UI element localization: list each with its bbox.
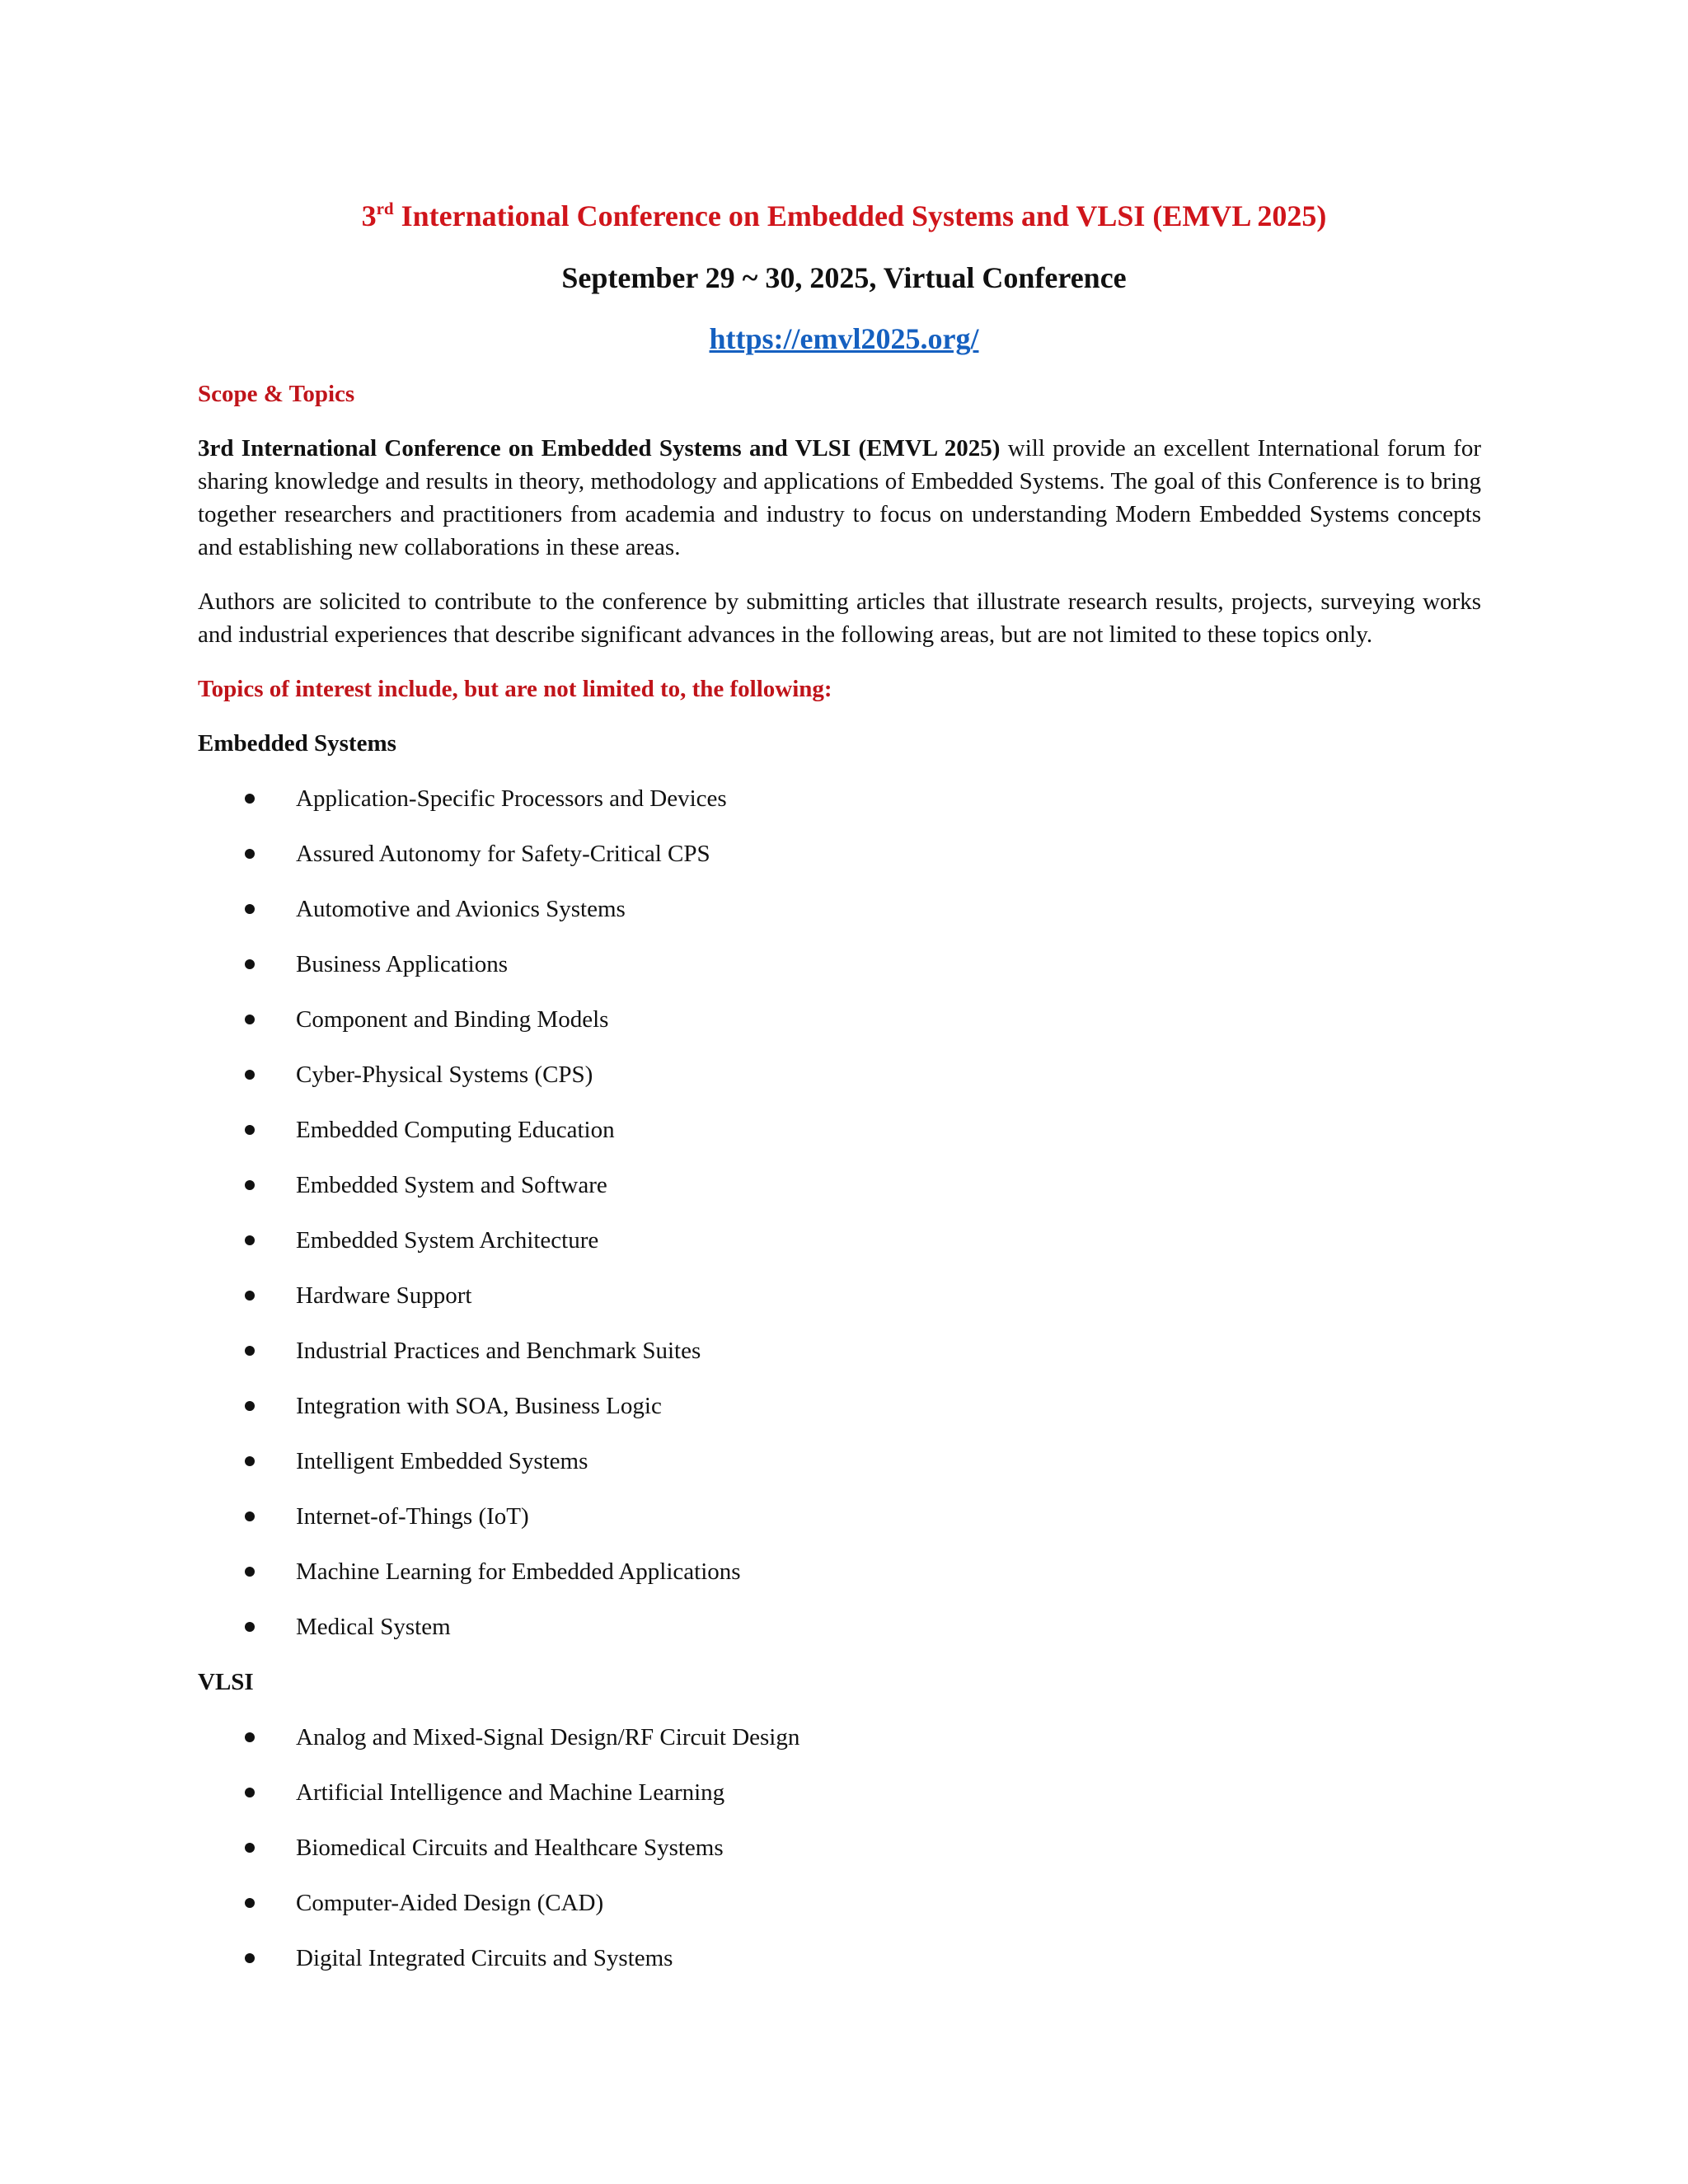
- bullet-icon: [245, 1788, 255, 1797]
- bullet-icon: [245, 1622, 255, 1632]
- bullet-icon: [245, 1843, 255, 1853]
- bullet-icon: [245, 1180, 255, 1190]
- list-item: [0, 1445, 1154, 1478]
- scope-paragraph-2: Authors are solicited to contribute to the conference by submitting articles that illustrate research results, projects, surveying works and industrial experiences that describe significant advances in the following areas, but are not limited to these topics only.: [198, 588, 1481, 648]
- bullet-icon: [245, 1125, 255, 1135]
- list-item: [0, 1113, 1154, 1146]
- list-item-text: Medical System: [296, 1614, 451, 1640]
- list-item-text: Embedded System Architecture: [296, 1227, 599, 1254]
- category-embedded-systems: Embedded Systems: [198, 730, 396, 757]
- list-item: [0, 1942, 1154, 1975]
- title-number: 3: [361, 199, 377, 232]
- scope-paragraph-1: [198, 432, 1481, 564]
- list-item-text: Business Applications: [296, 951, 508, 977]
- bullet-icon: [245, 1070, 255, 1080]
- list-item: [0, 1886, 1154, 1919]
- bullet-icon: [245, 959, 255, 969]
- topics-heading: Topics of interest include, but are not limited to, the following:: [198, 676, 832, 702]
- list-item-text: Intelligent Embedded Systems: [296, 1448, 588, 1474]
- list-item-text: Digital Integrated Circuits and Systems: [296, 1945, 673, 1971]
- list-item: [0, 1058, 1154, 1091]
- bullet-icon: [245, 1511, 255, 1521]
- bullet-icon: [245, 1291, 255, 1301]
- list-item: [0, 837, 1154, 870]
- list-item-text: Industrial Practices and Benchmark Suites: [296, 1338, 701, 1364]
- list-item-text: Application-Specific Processors and Devices: [296, 785, 727, 812]
- list-item: [0, 1169, 1154, 1202]
- list-item-text: Integration with SOA, Business Logic: [296, 1393, 662, 1419]
- scope-paragraph-1-bold: 3rd International Conference on Embedded Systems and VLSI (EMVL 2025): [198, 435, 1001, 462]
- bullet-icon: [245, 1346, 255, 1356]
- list-item-text: Automotive and Avionics Systems: [296, 896, 626, 922]
- list-item: [0, 1390, 1154, 1422]
- list-item: [0, 1831, 1154, 1864]
- title-ordinal-suffix: rd: [376, 199, 394, 218]
- list-item: [0, 1224, 1154, 1257]
- list-item: [0, 948, 1154, 981]
- list-item-text: Analog and Mixed-Signal Design/RF Circuit Design: [296, 1724, 800, 1750]
- list-item-text: Embedded System and Software: [296, 1172, 607, 1198]
- list-item-text: Internet-of-Things (IoT): [296, 1503, 529, 1530]
- bullet-icon: [245, 1898, 255, 1908]
- bullet-icon: [245, 904, 255, 914]
- scope-heading: Scope & Topics: [198, 381, 355, 407]
- bullet-icon: [245, 1015, 255, 1024]
- list-item-text: Hardware Support: [296, 1282, 472, 1309]
- list-item: [0, 1555, 1154, 1588]
- list-item: [0, 1279, 1154, 1312]
- bullet-icon: [245, 1456, 255, 1466]
- list-item: [0, 1334, 1154, 1367]
- title-text: International Conference on Embedded Systems and VLSI (EMVL 2025): [393, 199, 1327, 232]
- bullet-icon: [245, 849, 255, 859]
- bullet-icon: [245, 1567, 255, 1577]
- scope-paragraph-1-text: will provide an excellent International forum for sharing knowledge and results in theory, methodology and applications of Embedded Systems. The goal of this Conference is to bring together researchers and practitioners from academia and industry to focus on understanding Modern Embedded Systems concepts and establishing new collaborations in these areas.: [198, 435, 1481, 560]
- bullet-icon: [245, 1953, 255, 1963]
- list-item: [0, 1721, 1154, 1754]
- bullet-icon: [245, 794, 255, 804]
- list-item-text: Artificial Intelligence and Machine Learning: [296, 1779, 725, 1806]
- conference-dates: September 29 ~ 30, 2025, Virtual Conference: [561, 261, 1127, 294]
- list-item-text: Assured Autonomy for Safety-Critical CPS: [296, 841, 710, 867]
- list-item: [0, 782, 1154, 815]
- list-item: [0, 893, 1154, 926]
- bullet-icon: [245, 1235, 255, 1245]
- category-vlsi: VLSI: [198, 1669, 254, 1695]
- list-item-text: Cyber-Physical Systems (CPS): [296, 1062, 593, 1088]
- list-item-text: Computer-Aided Design (CAD): [296, 1890, 604, 1916]
- list-item: [0, 1776, 1154, 1809]
- conference-website-link[interactable]: https://emvl2025.org/: [709, 322, 979, 355]
- bullet-icon: [245, 1732, 255, 1742]
- list-item: [0, 1003, 1154, 1036]
- conference-title: [0, 194, 1688, 241]
- list-item: [0, 1610, 1154, 1643]
- bullet-icon: [245, 1401, 255, 1411]
- list-item-text: Embedded Computing Education: [296, 1117, 615, 1143]
- list-item-text: Biomedical Circuits and Healthcare Systems: [296, 1835, 724, 1861]
- list-item-text: Machine Learning for Embedded Applications: [296, 1558, 741, 1585]
- list-item-text: Component and Binding Models: [296, 1006, 609, 1033]
- list-item: [0, 1500, 1154, 1533]
